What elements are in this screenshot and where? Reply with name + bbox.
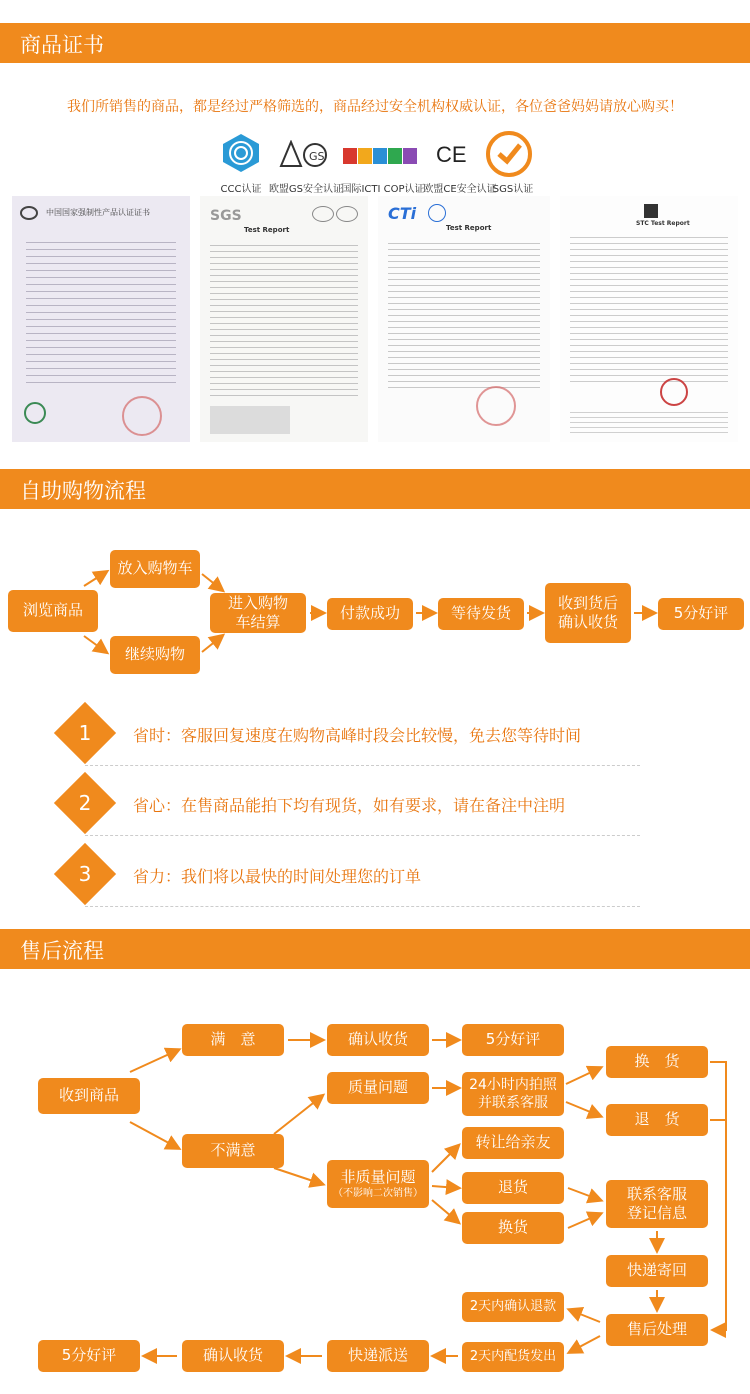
after-refund-2d: 2天内确认退款: [462, 1292, 564, 1322]
flow-arrow: [432, 1186, 458, 1188]
logo-label: 国际ICTI COP认证: [341, 184, 425, 195]
flow-arrow: [202, 636, 222, 652]
section-title: 自助购物流程: [20, 479, 146, 503]
after-contact-line2: 并联系客服: [478, 1095, 548, 1111]
flow-arrow: [568, 1188, 600, 1200]
flow-arrow: [130, 1050, 178, 1072]
after-review-final: 5分好评: [38, 1340, 140, 1372]
flow-wait: 等待发货: [438, 598, 524, 630]
flow-arrow: [274, 1168, 322, 1184]
after-ship-back: 快递寄回: [606, 1255, 708, 1287]
after-non-quality-label: 非质量问题: [340, 1167, 416, 1186]
after-dispatch: 快递派送: [327, 1340, 429, 1372]
logo-label: CCC认证: [220, 184, 262, 195]
flow-received-line2: 确认收货: [557, 613, 618, 631]
cti-report-title: Test Report: [446, 224, 492, 232]
after-confirm-receipt: 确认收货: [327, 1024, 429, 1056]
after-received: 收到商品: [38, 1078, 140, 1114]
flow-arrow: [566, 1068, 600, 1084]
after-contact-line1: 24小时内拍照: [469, 1076, 557, 1093]
flow-continue: 继续购物: [110, 636, 200, 674]
flow-arrow: [202, 574, 222, 590]
logo-label: 欧盟CE安全认证: [423, 184, 497, 195]
stc-report-title: STC Test Report: [636, 220, 690, 227]
flow-paid: 付款成功: [327, 598, 413, 630]
flow-checkout-line2: 车结算: [235, 613, 281, 631]
cert-notice: 我们所销售的商品，都是经过严格筛选的，商品经过安全机构权威认证，各位爸爸妈妈请放心购买！: [67, 99, 683, 115]
after-refund: 退货: [462, 1172, 564, 1204]
after-swap: 换货: [462, 1212, 564, 1244]
after-confirm-final: 确认收货: [182, 1340, 284, 1372]
flow-arrow: [274, 1096, 322, 1134]
flow-arrow: [570, 1336, 600, 1352]
after-register-line2: 登记信息: [626, 1204, 687, 1222]
after-deliver-2d: 2天内配货发出: [462, 1342, 564, 1372]
logo-label: 欧盟GS安全认证: [268, 184, 344, 195]
flow-bracket-arrow: [710, 1062, 726, 1330]
step-number: 1: [78, 721, 92, 745]
step-number: 2: [78, 791, 92, 815]
step-number: 3: [78, 862, 92, 886]
saving-text: 省时：客服回复速度在购物高峰时段会比较慢，免去您等待时间: [133, 726, 582, 745]
flow-arrow: [566, 1102, 600, 1116]
after-transfer: 转让给亲友: [462, 1127, 564, 1159]
flow-browse: 浏览商品: [8, 590, 98, 632]
logo-label: SGS认证: [492, 184, 534, 195]
after-exchange: 换 货: [606, 1046, 708, 1078]
section-title: 售后流程: [20, 939, 104, 963]
saving-text: 省力：我们将以最快的时间处理您的订单: [133, 867, 422, 886]
ccc-cert-title: 中国国家强制性产品认证证书: [46, 208, 150, 217]
ce-icon: CE: [436, 142, 467, 167]
flow-review: 5分好评: [658, 598, 744, 630]
after-satisfied: 满 意: [182, 1024, 284, 1056]
sgs-brand: SGS: [210, 208, 242, 224]
after-review: 5分好评: [462, 1024, 564, 1056]
flow-arrow: [130, 1122, 178, 1148]
cti-brand: CTi: [388, 204, 417, 223]
flow-add-cart: 放入购物车: [110, 550, 200, 588]
sgs-report-title: Test Report: [244, 226, 290, 234]
flow-arrow: [432, 1200, 458, 1222]
after-unsatisfied: 不满意: [182, 1134, 284, 1168]
after-processing: 售后处理: [606, 1314, 708, 1346]
after-non-quality-note: （不影响二次销售）: [333, 1188, 423, 1200]
saving-text: 省心：在售商品能拍下均有现货，如有要求，请在备注中注明: [133, 796, 566, 815]
flow-checkout-line1: 进入购物: [227, 593, 288, 612]
section-title: 商品证书: [20, 33, 104, 57]
flow-arrow: [84, 572, 106, 586]
flow-arrow: [568, 1214, 600, 1228]
flow-arrow: [84, 636, 106, 652]
after-quality-issue: 质量问题: [327, 1072, 429, 1104]
svg-text:GS: GS: [309, 150, 325, 163]
flow-arrow: [432, 1146, 458, 1172]
after-register-line1: 联系客服: [626, 1184, 687, 1203]
flow-received-line1: 收到货后: [557, 593, 618, 612]
after-return: 退 货: [606, 1104, 708, 1136]
flow-arrow: [570, 1310, 600, 1322]
